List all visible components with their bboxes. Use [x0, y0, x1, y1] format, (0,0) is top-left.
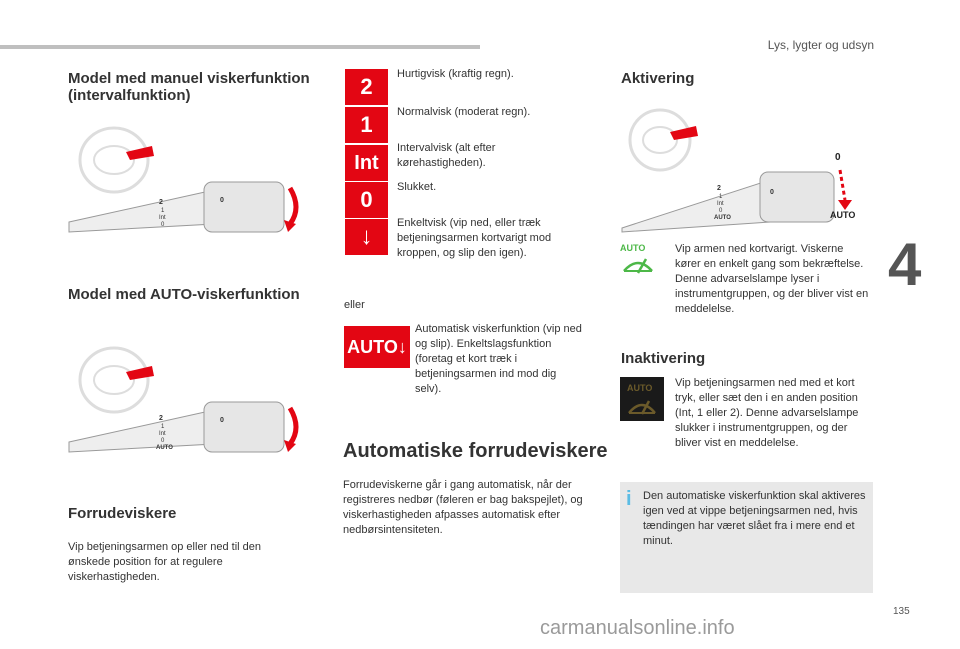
deactivation-heading: Inaktivering — [621, 350, 706, 367]
stalk-two-label: 2 — [159, 199, 163, 206]
mode-text-int: Intervalvisk (alt efter kørehastigheden). — [397, 142, 496, 169]
watermark: carmanualsonline.info — [540, 617, 735, 639]
mode-badge-single: ↓ — [345, 219, 388, 255]
stalk-illustration-activation — [620, 100, 870, 235]
green-icon-label: AUTO — [620, 243, 646, 253]
stalk-zero-label-5: 0 — [770, 189, 774, 196]
stalk-illustration-auto — [64, 340, 314, 465]
stalk-zero-label: 0 — [220, 197, 224, 204]
stalk-int-label: Int — [159, 215, 166, 221]
mode-text-0: Slukket. — [397, 181, 437, 193]
mode-badge-2: 2 — [345, 69, 388, 105]
activation-auto-label: AUTO — [830, 210, 856, 220]
mode-text-2: Hurtigvisk (kraftig regn). — [397, 68, 514, 80]
stalk-zero-label-2: 0 — [161, 222, 165, 228]
stalk-zero-label-6: 0 — [719, 208, 723, 214]
stalk-illustration-manual — [64, 120, 314, 245]
chapter-number: 4 — [888, 231, 922, 298]
activation-text: Vip armen ned kortvarigt. Viskerne kører en enkelt gang som bekræftelse. Denne advarselslampe lyser i instrumentgruppen, og der bliver vist en meddelelse. — [675, 243, 869, 315]
off-icon-label: AUTO — [627, 383, 653, 393]
stalk-one-label: 1 — [161, 208, 165, 214]
auto-mode-text: Automatisk viskerfunktion (vip ned og slip). Enkeltslagsfunktion (foretag et kort træk i betjeningsarmen ind mod dig selv). — [415, 323, 582, 395]
activation-heading: Aktivering — [621, 70, 695, 87]
stalk-zero-label-4: 0 — [161, 438, 165, 444]
info-text: Den automatiske viskerfunktion skal aktiveres igen ved at vippe betjeningsarmen ned, hvis tændingen har været slået fra i mere end et minut. — [643, 490, 866, 547]
deactivation-text: Vip betjeningsarmen ned med et kort tryk, eller sæt den i en anden position (Int, 1 eller 2). Denne advarselslampe slukker i instrumentgruppen, og der bliver vist en meddelelse. — [675, 377, 859, 449]
auto-badge: AUTO↓ — [344, 326, 410, 368]
wipers-heading: Forrudeviskere — [68, 505, 177, 522]
stalk-two-label-3: 2 — [717, 185, 721, 192]
activation-zero-label: 0 — [835, 152, 841, 163]
mode-text-1: Normalvisk (moderat regn). — [397, 106, 531, 118]
chapter-title: Lys, lygter og udsyn — [767, 38, 874, 52]
arrow-down-icon — [840, 170, 845, 200]
auto-wiper-off-icon — [620, 377, 664, 421]
mode-text-single: Enkeltvisk (vip ned, eller træk betjeningsarmen kortvarigt mod kroppen, og slip den igen). — [397, 217, 552, 259]
stalk-int-label-3: Int — [717, 201, 724, 207]
stalk-two-label-2: 2 — [159, 415, 163, 422]
stalk-auto-label: AUTO — [156, 445, 173, 451]
mode-badge-0: 0 — [345, 182, 388, 218]
header-rule — [0, 45, 480, 49]
page-number: 135 — [893, 606, 910, 617]
wipers-text: Vip betjeningsarmen op eller ned til den ønskede position for at regulere viskerhastigheden. — [68, 541, 262, 583]
stalk-one-label-2: 1 — [161, 424, 165, 430]
mode-badge-int: Int — [345, 145, 388, 181]
stalk-highlight-icon-3 — [670, 126, 698, 140]
or-text: eller — [344, 299, 365, 311]
stalk-int-label-2: Int — [159, 431, 166, 437]
auto-heading: Model med AUTO-viskerfunktion — [68, 286, 300, 303]
manual-heading: Model med manuel viskerfunktion (intervalfunktion) — [68, 70, 310, 104]
stalk-highlight-icon — [126, 146, 154, 160]
stalk-auto-label-2: AUTO — [714, 215, 731, 221]
auto-wipers-paragraph: Forrudeviskerne går i gang automatisk, når der registreres nedbør (føleren er bag bakspejlet), og viskerhastigheden afpasses automatisk efter nedbørsintensiteten. — [343, 479, 583, 536]
mode-badge-1: 1 — [345, 107, 388, 143]
stalk-zero-label-3: 0 — [220, 417, 224, 424]
info-icon: i — [626, 488, 632, 510]
arrow-curve-icon — [290, 188, 296, 224]
auto-wiper-green-icon — [620, 241, 656, 277]
stalk-highlight-icon-2 — [126, 366, 154, 380]
auto-wipers-title: Automatiske forrudeviskere — [343, 440, 608, 462]
arrow-curve-icon-2 — [290, 408, 296, 444]
stalk-one-label-3: 1 — [719, 194, 723, 200]
